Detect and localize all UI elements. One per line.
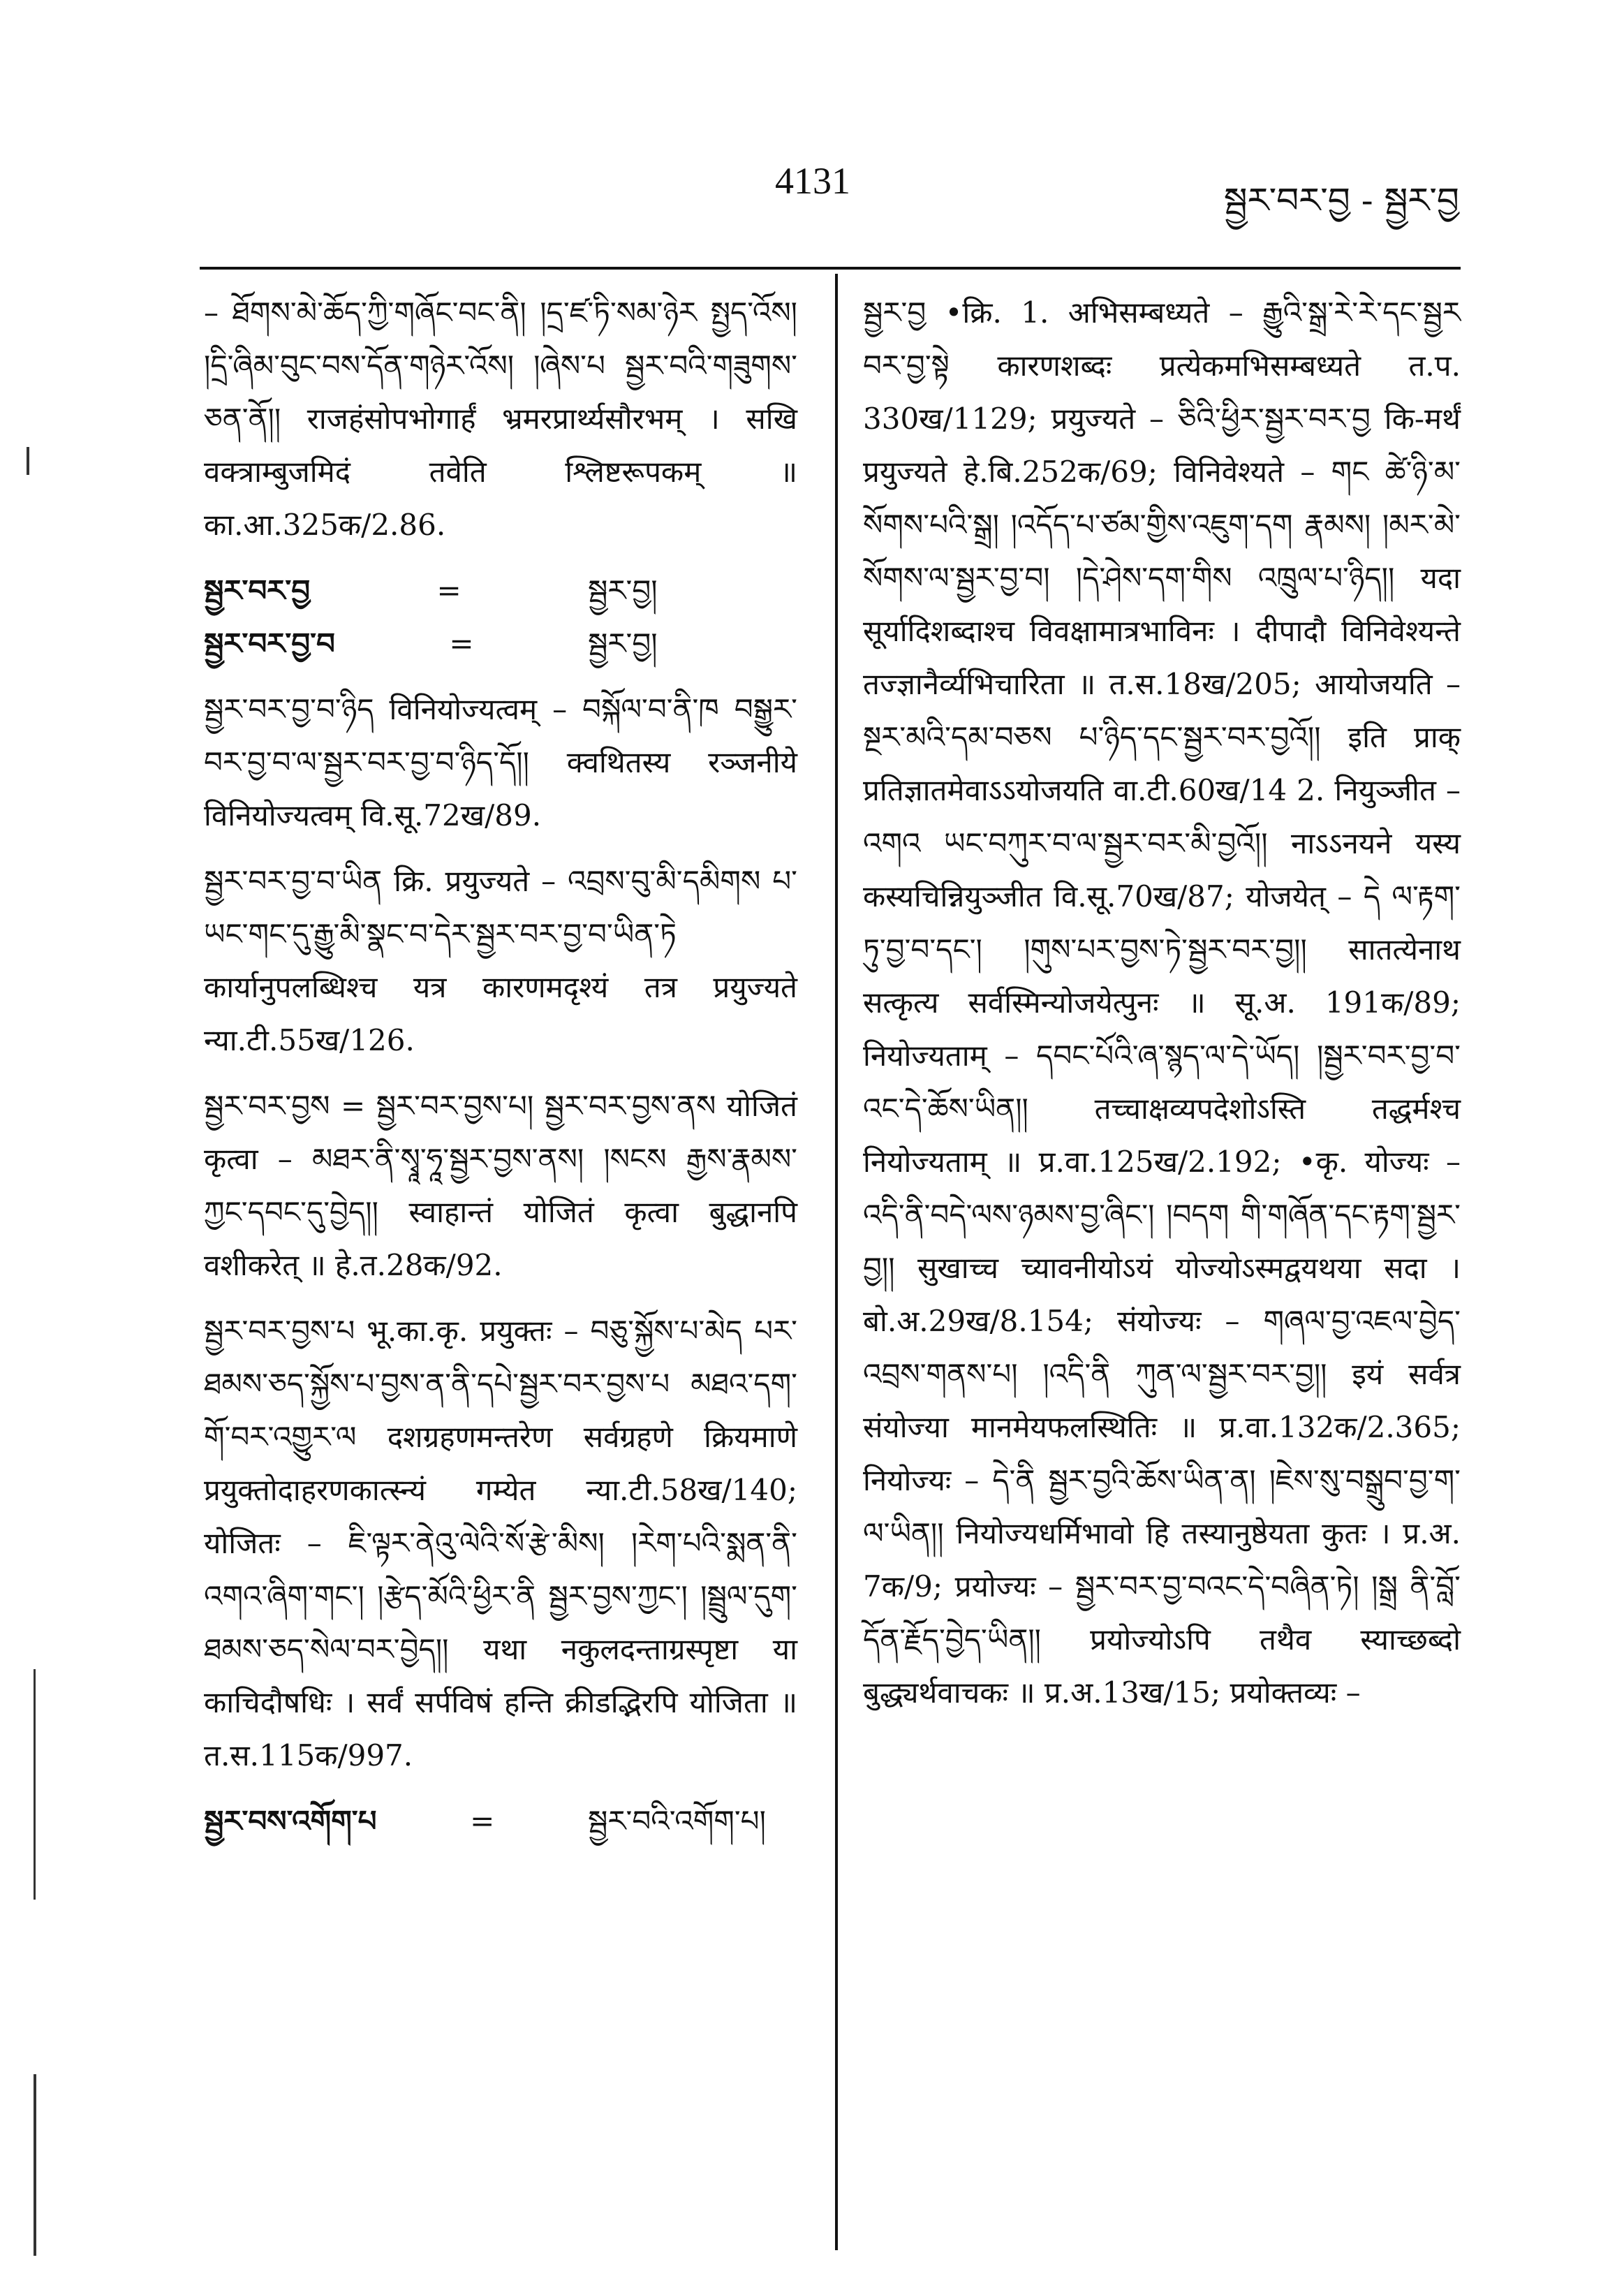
cross-reference: སྦྱར་བའི་འགོག་པ། — [587, 1804, 766, 1838]
equals-sign: = — [449, 626, 474, 661]
cross-reference-entry — [204, 564, 797, 617]
headword: སྦྱར་བར་བྱ་བ — [204, 626, 335, 661]
cross-reference: སྦྱར་བྱ། — [587, 626, 658, 661]
entry-left-6: སྦྱར་བར་བྱས = སྦྱར་བར་བྱས་པ། སྦྱར་བར་བྱས་ནས योजितं कृत्वा – མཐར་ནི་སྭཱ་ཧཱ་སྦྱར་བྱས་ནས། །སངས རྒྱས་རྣམས་ཀྱང་དབང་དུ་བྱེད།། स्वाहान्तं योजितं कृत्वा बुद्धानपि वशीकरेत् ॥ हे.त.28क/92. — [204, 1089, 797, 1282]
running-head: སྦྱར་བར་བྱ - སྦྱར་བྱ — [1223, 180, 1459, 221]
cross-reference: སྦྱར་བྱ། — [587, 573, 658, 608]
headword: སྦྱར་བར་བྱ — [204, 573, 311, 608]
column-divider — [835, 274, 838, 2250]
entry-left-1: – ཐོགས་མེ་ཆོད་ཀྱི་གཞོང་བང་ནི། །དྲ་ཛ་ཏི་སམ་ཉེར སྤྱད་འོས། །དྲི་ཞིམ་བུང་བས་དོན་གཉེར་འོས། །ཞེས་པ སྦྱར་བའི་གཟུགས་ཅན་ནོ།། राजहंसोपभोगार्हं भ्रमरप्रार्थ्यसौरभम् । सखि वक्त्राम्बुजमिदं तवेति श्लिष्टरूपकम् ॥ का.आ.325क/2.86. — [204, 295, 797, 542]
right-column — [863, 286, 1461, 1732]
entry-right-1: སྦྱར་བྱ •क्रि. 1. अभिसम्बध्यते – རྒྱུའི་སྒྲ་རེ་རེ་དང་སྦྱར བར་བྱ་སྟེ कारणशब्दः प्रत्येकमभिसम्बध्यते त.प. 330ख/1129; प्रयुज्यते – ཅིའི་ཕྱིར་སྦྱར་བར་བྱ कि-मर्थं प्रयुज्यते हे.बि.252क/69; विनिवेश्यते – གང ཚེ་ཉི་མ་སོགས་པའི་སྒྲ། །འདོད་པ་ཙམ་གྱིས་འཇུག་དག རྣམས། །མར་མེ་སོགས་ལ་སྦྱར་བྱ་བ། །དེ་ཤེས་དག་གིས འཁྲུལ་པ་ཉིད།། यदा सूर्यादिशब्दाश्च विवक्षामात्रभाविनः । दीपादौ विनिवेश्यन्ते तज्ज्ञानैर्व्यभिचारिता ॥ त.स.18ख/205; आयोजयति – སྔར་མའི་དམ་བཅས པ་ཉིད་དང་སྦྱར་བར་བྱའོ།། इति प्राक् प्रतिज्ञातमेवाऽऽयोजयति वा.टी.60ख/14 2. नियुञ्जीत – འགའ ཡང་བཀུར་བ་ལ་སྦྱར་བར་མི་བྱའོ།། नाऽऽनयने यस्य कस्यचिन्नियुञ्जीत वि.सू.70ख/87; योजयेत् – དེ ལ་རྟག་ཏུ་བྱ་བ་དང་། །གུས་པར་བྱས་ཏེ་སྦྱར་བར་བྱ།། सातत्येनाथ सत्कृत्य सर्वस्मिन्योजयेत्पुनः ॥ सू.अ. 191क/89; नियोज्यताम् – དབང་པོའི་ཞ་སྙད་ལ་དེ་ཡོད། །སྦྱར་བར་བྱ་བ་འང་དེ་ཆོས་ཡིན།། तच्चाक्षव्यपदेशोऽस्ति तद्धर्मश्च नियोज्यताम् ॥ प्र.वा.125ख/2.192; •कृ. योज्यः – འདི་ནི་བདེ་ལས་ཉམས་བྱ་ཞིང་། །བདག གི་གཞོན་དང་རྟག་སྦྱར་བྱ།། सुखाच्च च्यावनीयोऽयं योज्योऽस्मद्वयथया सदा । बो.अ.29ख/8.154; संयोज्यः – གཞལ་བྱ་འཇལ་བྱེད་འབྲས་གནས་པ། །འདི་ནི ཀུན་ལ་སྦྱར་བར་བྱ།། इयं सर्वत्र संयोज्या मानमेयफलस्थितिः ॥ प्र.वा.132क/2.365; नियोज्यः – དེ་ནི སྦྱར་བྱའི་ཆོས་ཡིན་ན། །ཇེས་སུ་བསྒྲུབ་བྱ་ག་ལ་ཡིན།། नियोज्यधर्मिभावो हि तस्यानुष्ठेयता कुतः । प्र.अ. 7क/9; प्रयोज्यः – སྦྱར་བར་བྱ་བའང་དེ་བཞིན་ཏེ། །སྒྲ ནི་བློ་དོན་རྗོད་བྱེད་ཡིན།། प्रयोज्योऽपि तथैव स्याच्छब्दो बुद्ध्यर्थवाचकः ॥ प्र.अ.13ख/15; प्रयोक्तव्यः – — [863, 295, 1461, 1710]
headword: སྦྱར་བས་འགོག་པ — [204, 1804, 377, 1838]
entry-left-4: སྦྱར་བར་བྱ་བ་ཉིད विनियोज्यत्वम् – བསྐོལ་བ་ནི་ཁ བསྒྱུར་བར་བྱ་བ་ལ་སྦྱར་བར་བྱ་བ་ཉིད་དོ།། क्वथितस्य रञ्जनीये विनियोज्यत्वम् वि.सू.72ख/89. — [204, 692, 797, 832]
equals-sign: = — [436, 573, 462, 608]
margin-mark-top — [27, 447, 29, 475]
left-column — [204, 286, 797, 1848]
entry-left-7: སྦྱར་བར་བྱས་པ भू.का.कृ. प्रयुक्तः – བཅུ་སྐྱོས་པ་མེད པར་ཐམས་ཅད་སྐྱོས་པ་བྱས་ན་ནི་དཔེ་སྦྱར་བར་བྱས་པ མཐའ་དག་གོ་བར་འགྱུར་ལ दशग्रहणमन्तरेण सर्वग्रहणे क्रियमाणे प्रयुक्तोदाहरणकात्स्न्यं गम्येत न्या.टी.58ख/140; योजितः – ཇི་ལྟར་ནེའུ་ལེའི་སོ་རྩེ་མིས། །རེག་པའི་སྨན་ནི་འགའ་ཞིག་གང་། །རྩེད་མོའི་ཕྱིར་ནི སྦྱར་བྱས་ཀྱང་། །སྦྲུལ་དུག་ཐམས་ཅད་སེལ་བར་བྱེད།། यथा नकुलदन्ताग्रस्पृष्टा या काचिदौषधिः । सर्वं सर्पविषं हन्ति क्रीडद्भिरपि योजिता ॥ त.स.115क/997. — [204, 1314, 797, 1772]
entry-left-5: སྦྱར་བར་བྱ་བ་ཡིན क्रि. प्रयुज्यते – འབྲས་བུ་མི་དམིགས པ་ཡང་གང་དུ་རྒྱུ་མི་སྣང་བ་དེར་སྦྱར་བར་བྱ་བ་ཡིན་ཏེ कार्यानुपलब्धिश्च यत्र कारणमदृश्यं तत्र प्रयुज्यते न्या.टी.55ख/126. — [204, 864, 797, 1057]
cross-reference-entry — [204, 617, 797, 670]
page-number: 4131 — [775, 160, 850, 202]
equals-sign: = — [470, 1804, 495, 1838]
margin-mark-bottom — [34, 2074, 36, 2256]
header-rule — [200, 267, 1461, 270]
margin-mark-middle — [34, 1669, 36, 1900]
cross-reference-entry — [204, 1795, 797, 1848]
